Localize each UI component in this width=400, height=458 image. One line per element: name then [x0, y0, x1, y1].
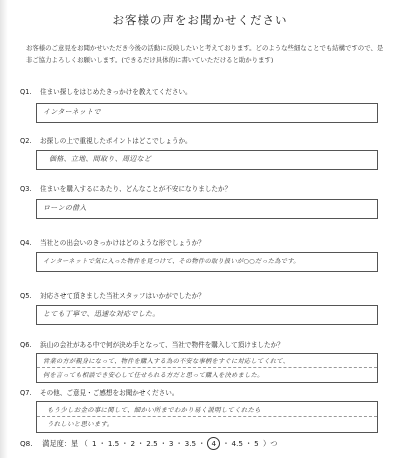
- question-number: Q6.: [20, 341, 32, 349]
- question-text: 住まい探しをはじめたきっかけを教えてください。: [40, 88, 192, 96]
- answer-2-line-1: 価格、立地、間取り、周辺など: [49, 155, 152, 163]
- question-5: [20, 292, 380, 301]
- answer-7-line-1: もう少しお金の事に関して、細かい所までわかり易く説明してくれたら: [47, 406, 261, 414]
- rating-label: 満足度：星: [42, 439, 79, 448]
- question-6: [20, 341, 380, 350]
- question-text: お探しの上で重視したポイントはどこでしょうか。: [40, 137, 192, 145]
- rating-separator: ・: [222, 439, 230, 448]
- rating-separator: ・: [159, 439, 167, 448]
- question-4: [20, 239, 380, 248]
- question-text: その他、ご意見・ご感想をお聞かせください。: [40, 389, 179, 397]
- rating-option[interactable]: 4.5: [231, 439, 243, 448]
- rating-option[interactable]: 3: [168, 439, 174, 448]
- question-text: 当社との出会いのきっかけはどのような形でしょうか？: [40, 239, 205, 247]
- rating-option[interactable]: 2.5: [146, 439, 158, 448]
- rating-separator: ・: [98, 439, 106, 448]
- page-title: お客様の声をお聞かせください: [112, 13, 288, 27]
- question-7: [20, 389, 380, 398]
- question-text: 対応させて頂きました当社スタッフはいかがでしたか？: [40, 292, 205, 300]
- answer-7-line-2: うれしいと思います。: [47, 420, 114, 428]
- question-1: [20, 88, 380, 97]
- rating-separator: ・: [244, 439, 253, 448]
- answer-box-4: [36, 252, 378, 272]
- answer-line-divider: [37, 367, 377, 368]
- answer-4-line-1: インターネットで気に入った物件を見つけて、その物件の取り扱いが○○だった為です。: [43, 258, 300, 265]
- question-number: Q3.: [20, 185, 32, 193]
- rating-option[interactable]: 3.5: [184, 439, 197, 448]
- answer-box-3: [36, 199, 378, 219]
- rating-option[interactable]: 1.5: [107, 439, 120, 448]
- rating-option-selected[interactable]: 4: [207, 437, 220, 450]
- question-text: 住まいを購入するにあたり、どんなことが不安になりましたか？: [40, 185, 232, 193]
- rating-option[interactable]: 1: [92, 439, 97, 448]
- answer-box-1: [36, 103, 378, 123]
- intro-text: お客様のご意見をお聞かせいただき今後の活動に反映したいと考えております。どのような些細なことでも結構ですので、是非ご協力よろしくお願いします。(できるだけ具体的に書いていただけると助かります): [26, 44, 384, 64]
- answer-1-line-1: インターネットで: [43, 108, 101, 116]
- rating-separator: ・: [121, 439, 129, 448]
- rating-separator: ・: [198, 439, 206, 448]
- question-number: Q5.: [20, 292, 32, 300]
- question-3: [20, 185, 380, 194]
- answer-6-line-2: 何を言っても相談でき安心して任せられる方だと思って購入を決めました。: [43, 372, 264, 379]
- answer-3-line-1: ローンの借入: [43, 204, 87, 212]
- question-text: 浜山の会社がある中で何が決め手となって、当社で物件を購入して頂けましたか？: [40, 341, 284, 349]
- rating-close-paren: ）つ: [263, 439, 278, 448]
- question-number: Q4.: [20, 239, 32, 247]
- question-number: Q7.: [20, 389, 32, 397]
- question-number: Q8.: [20, 439, 33, 448]
- satisfaction-rating: [20, 437, 277, 450]
- answer-6-line-1: 営業の方が親身になって、物件を購入する為の不安な事柄をすぐに対応してくれて、: [43, 358, 290, 365]
- answer-5-line-1: とても丁寧で、迅速な対応でした。: [43, 310, 160, 318]
- answer-box-5: [36, 305, 378, 325]
- rating-option[interactable]: 5: [254, 439, 259, 448]
- question-2: [20, 137, 380, 146]
- answer-box-6: [36, 353, 378, 383]
- rating-options: [90, 437, 261, 450]
- question-number: Q2.: [20, 137, 32, 145]
- rating-open-paren: （: [80, 439, 88, 448]
- rating-option[interactable]: 2: [130, 439, 136, 448]
- rating-separator: ・: [137, 439, 145, 448]
- answer-box-2: [36, 150, 378, 170]
- scan-edge-shadow: [0, 0, 8, 458]
- answer-box-7: [36, 401, 378, 433]
- rating-separator: ・: [175, 439, 183, 448]
- answer-line-divider: [37, 416, 377, 417]
- question-number: Q1.: [20, 88, 32, 96]
